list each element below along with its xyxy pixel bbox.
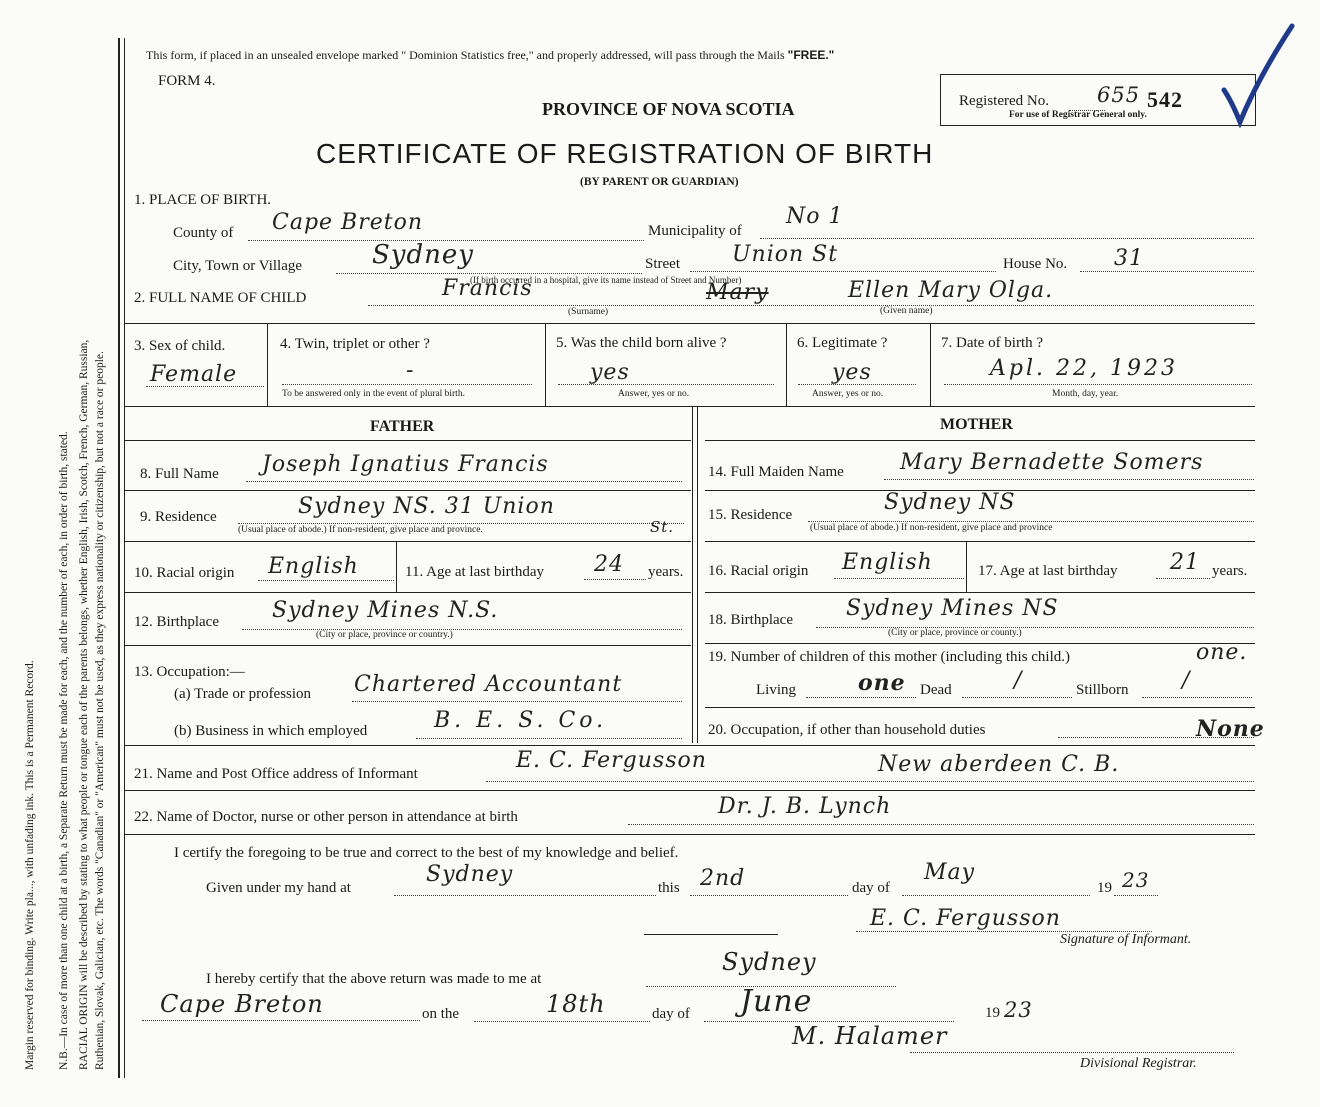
father-age-label: 11. Age at last birthday [405, 564, 544, 580]
hospital-note: (If birth occurred in a hospital, give its name instead of Street and Number) [470, 275, 742, 285]
registrar-signature-label: Divisional Registrar. [1080, 1056, 1197, 1071]
father-birthplace-label: 12. Birthplace [134, 614, 219, 630]
mother-occupation-value: None [1196, 716, 1265, 742]
stillborn-label: Stillborn [1076, 682, 1129, 698]
certify-place: Sydney [426, 862, 514, 887]
living-value: one [858, 670, 906, 696]
given-under-label: Given under my hand at [206, 880, 351, 896]
father-residence-note: (Usual place of abode.) If non-resident, give place and province. [238, 525, 483, 535]
informant-address: New aberdeen C. B. [878, 752, 1120, 777]
mother-birthplace-label: 18. Birthplace [708, 612, 793, 628]
twin-label: 4. Twin, triplet or other ? [280, 336, 430, 352]
day-of-label: day of [852, 880, 890, 896]
father-age-years: years. [648, 564, 684, 580]
registered-number: 542 [1147, 87, 1183, 112]
father-residence-extra: St. [650, 518, 675, 536]
municipality-value: No 1 [786, 204, 844, 229]
mother-age-years: years. [1212, 563, 1248, 579]
municipality-label: Municipality of [648, 223, 742, 239]
margin-rule-2 [124, 38, 125, 1078]
certify-month: May [924, 860, 976, 885]
dob-value: Apl. 22, 1923 [990, 356, 1178, 381]
margin-racial-note-1: RACIAL ORIGIN will be described by stating to what people or tongue each of the parents belongs, whether English, Irish, Scotch, French, German, Russian, [78, 339, 90, 1070]
mother-name-label: 14. Full Maiden Name [708, 464, 844, 480]
mother-residence-value: Sydney NS [884, 490, 1016, 515]
mother-race-value: English [842, 550, 933, 575]
street-value: Union St [732, 242, 839, 267]
father-occupation-label: 13. Occupation:— [134, 664, 245, 680]
alive-note: Answer, yes or no. [618, 389, 690, 399]
legitimate-value: yes [832, 360, 872, 385]
informant-signature: E. C. Fergusson [870, 906, 1061, 931]
child-name-label: 2. FULL NAME OF CHILD [134, 290, 307, 306]
registrar-year: 23 [1004, 998, 1033, 1022]
dob-label: 7. Date of birth ? [941, 335, 1044, 351]
father-race-label: 10. Racial origin [134, 565, 235, 581]
father-residence-value: Sydney NS. 31 Union [298, 494, 555, 519]
page-subtitle: (BY PARENT OR GUARDIAN) [580, 176, 739, 188]
father-trade-label: (a) Trade or profession [174, 686, 312, 702]
informant-label: 21. Name and Post Office address of Informant [134, 766, 418, 782]
county-value: Cape Breton [272, 210, 424, 235]
city-label: City, Town or Village [173, 258, 303, 274]
registrar-signature: M. Halamer [792, 1022, 948, 1050]
mother-residence-label: 15. Residence [708, 507, 793, 523]
mother-heading: MOTHER [940, 416, 1013, 433]
registered-hw-prefix: 655 [1097, 83, 1141, 107]
father-race-value: English [268, 554, 359, 579]
mother-children-label: 19. Number of children of this mother (including this child.) [708, 649, 1071, 665]
father-name-label: 8. Full Name [140, 466, 219, 482]
twin-value: - [406, 358, 415, 383]
child-struck-name: Mary [706, 280, 769, 305]
father-business-value: B. E. S. Co. [434, 708, 608, 733]
mother-age-label: 17. Age at last birthday [978, 563, 1118, 579]
registrar-place-top: Sydney [722, 948, 817, 976]
place-of-birth-label: 1. PLACE OF BIRTH. [134, 192, 272, 208]
page-title: CERTIFICATE OF REGISTRATION OF BIRTH [316, 138, 934, 169]
mother-birthplace-note: (City or place, province or county.) [888, 628, 1022, 638]
certify-year-prefix: 19 [1097, 880, 1112, 896]
margin-nb-note: N.B.—In case of more than one child at a birth, a Separate Return must be made for each, and the number of each, in order of birth, stated. [58, 431, 70, 1070]
living-label: Living [756, 682, 796, 698]
informant-signature-label: Signature of Informant. [1060, 932, 1192, 947]
father-birthplace-value: Sydney Mines N.S. [272, 598, 499, 623]
doctor-label: 22. Name of Doctor, nurse or other person in attendance at birth [134, 809, 518, 825]
sex-label: 3. Sex of child. [134, 338, 226, 354]
certify-year: 23 [1122, 868, 1150, 892]
margin-racial-note-2: Ruthenian, Slovak, Galician, etc. The words "Canadian" or "American" must not be used, as they express nationality or citizenship, but not a race or people. [94, 351, 106, 1070]
registrar-month: June [740, 984, 813, 1019]
certify-day: 2nd [700, 866, 746, 891]
city-value: Sydney [372, 240, 474, 270]
child-given-name: Ellen Mary Olga. [848, 278, 1054, 303]
stillborn-value: / [1182, 668, 1191, 693]
father-business-label: (b) Business in which employed [174, 723, 368, 739]
registrar-note: For use of Registrar General only. [1009, 110, 1147, 120]
dead-label: Dead [920, 682, 952, 698]
mother-name-value: Mary Bernadette Somers [900, 450, 1204, 475]
registrar-day: 18th [546, 990, 606, 1018]
registered-box [940, 74, 1256, 126]
mother-residence-note: (Usual place of abode.) If non-resident, give place and province [810, 523, 1053, 533]
given-caption: (Given name) [880, 306, 933, 316]
dob-note: Month, day, year. [1052, 389, 1119, 399]
check-mark-icon [1218, 18, 1298, 128]
doctor-name: Dr. J. B. Lynch [718, 794, 892, 819]
alive-value: yes [590, 360, 630, 385]
certify-text: I certify the foregoing to be true and correct to the best of my knowledge and belief. [174, 845, 679, 861]
informant-name: E. C. Fergusson [516, 748, 707, 773]
form-number: FORM 4. [158, 73, 216, 89]
alive-label: 5. Was the child born alive ? [556, 335, 727, 351]
county-label: County of [173, 225, 234, 241]
father-trade-value: Chartered Accountant [354, 672, 623, 697]
province-heading: PROVINCE OF NOVA SCOTIA [542, 99, 795, 119]
mother-race-label: 16. Racial origin [708, 563, 809, 579]
mother-age-value: 21 [1170, 550, 1200, 575]
mother-occupation-label: 20. Occupation, if other than household duties [708, 722, 986, 738]
father-name-value: Joseph Ignatius Francis [262, 452, 549, 477]
mother-birthplace-value: Sydney Mines NS [846, 596, 1059, 621]
father-residence-label: 9. Residence [140, 509, 217, 525]
registrar-text: I hereby certify that the above return was made to me at [206, 971, 542, 987]
margin-rule-1 [118, 38, 120, 1078]
house-label: House No. [1003, 256, 1068, 272]
registrar-place: Cape Breton [160, 990, 324, 1018]
this-label: this [658, 880, 680, 896]
child-surname: Francis [442, 276, 533, 301]
on-the-label: on the [422, 1006, 460, 1022]
father-heading: FATHER [370, 418, 435, 435]
registered-label: Registered No. [959, 93, 1049, 109]
mail-notice: This form, if placed in an unsealed envelope marked " Dominion Statistics free," and properly addressed, will pass through the Mails "FREE." [146, 48, 835, 62]
legitimate-label: 6. Legitimate ? [797, 335, 888, 351]
surname-caption: (Surname) [568, 307, 609, 317]
father-birthplace-note: (City or place, province or country.) [316, 630, 453, 640]
registrar-year-prefix: 19 [985, 1005, 1000, 1021]
legitimate-note: Answer, yes or no. [812, 389, 884, 399]
registrar-day-of-label: day of [652, 1006, 690, 1022]
twin-note: To be answered only in the event of plural birth. [282, 389, 465, 399]
sex-value: Female [150, 362, 238, 387]
street-label: Street [645, 256, 680, 272]
house-value: 31 [1114, 246, 1144, 271]
mother-children-value: one. [1196, 640, 1248, 665]
father-age-value: 24 [594, 552, 624, 577]
margin-binding-note: Margin reserved for binding. Write pla..., with unfading ink. This is a Permanent Record. [24, 660, 36, 1070]
dead-value: / [1014, 668, 1023, 693]
